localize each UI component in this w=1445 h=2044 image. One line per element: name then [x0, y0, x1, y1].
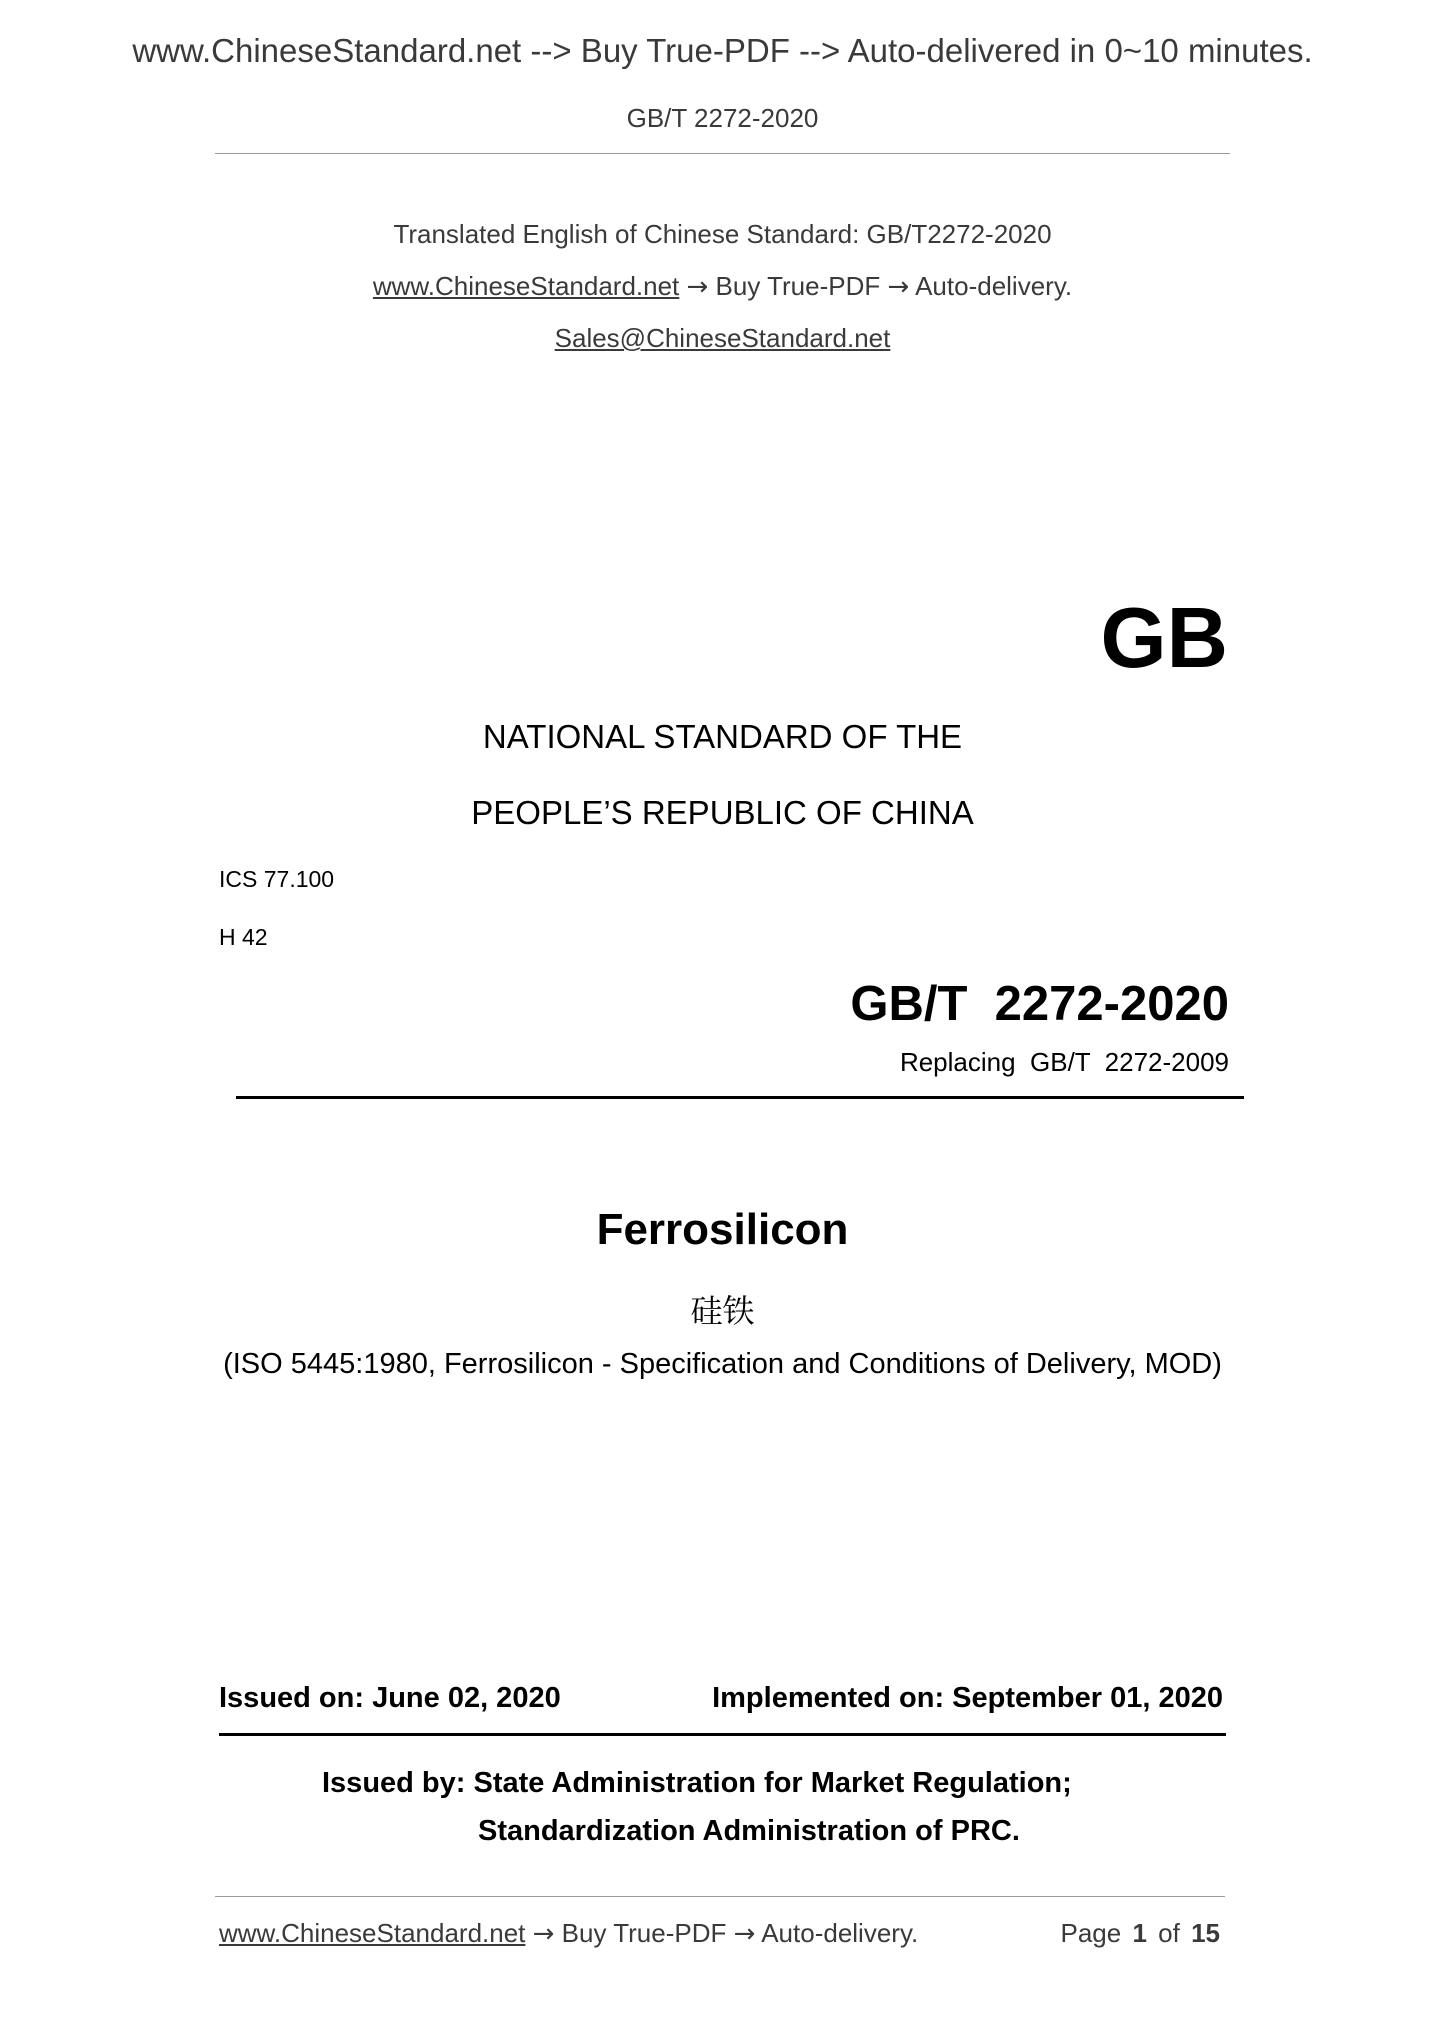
iso-reference: (ISO 5445:1980, Ferrosilicon - Specification and Conditions of Delivery, MOD)	[223, 1348, 1222, 1380]
issued-on: Issued on: June 02, 2020	[219, 1682, 561, 1714]
page-label: Page	[1060, 1918, 1122, 1948]
footer-buy-text: Buy True-PDF	[561, 1918, 727, 1948]
translation-text: Translated English of Chinese Standard: GB/T2272-2020	[393, 219, 1052, 249]
email-line	[0, 323, 1445, 354]
ccs-code: H 42	[219, 924, 268, 950]
footer-delivery-text: Auto-delivery.	[761, 1918, 919, 1948]
national-standard-line2: PEOPLE’S REPUBLIC OF CHINA	[471, 794, 974, 831]
running-header	[0, 103, 1445, 134]
dates-divider	[219, 1733, 1226, 1736]
page-indicator	[1060, 1918, 1220, 1949]
site-link[interactable]: www.ChineseStandard.net	[372, 271, 680, 301]
arrow-icon: →	[887, 272, 910, 302]
issued-by-line1: Issued by: State Administration for Market Regulation;	[322, 1767, 1072, 1799]
top-banner-text: www.ChineseStandard.net --> Buy True-PDF --> Auto-delivered in 0~10 minutes.	[132, 32, 1313, 69]
standard-number: GB/T 2272-2020	[850, 977, 1229, 1031]
arrow-icon: →	[733, 1919, 756, 1949]
footer-purchase-line	[219, 1918, 918, 1949]
title-divider	[236, 1096, 1244, 1099]
page-number: 1	[1132, 1918, 1147, 1948]
buy-text: Buy True-PDF	[715, 271, 881, 301]
delivery-text: Auto-delivery.	[915, 271, 1073, 301]
title-chinese: 硅铁	[690, 1292, 755, 1330]
arrow-icon: →	[686, 272, 709, 302]
ics-code: ICS 77.100	[219, 866, 335, 892]
running-header-code: GB/T 2272-2020	[626, 103, 819, 133]
gb-mark: GB	[1100, 591, 1228, 686]
header-divider	[215, 153, 1230, 154]
arrow-icon: →	[532, 1919, 555, 1949]
email-link[interactable]: Sales@ChineseStandard.net	[554, 323, 891, 353]
replacing-standard: Replacing GB/T 2272-2009	[899, 1047, 1229, 1077]
issued-by-line2: Standardization Administration of PRC.	[478, 1815, 1020, 1847]
implemented-on: Implemented on: September 01, 2020	[712, 1682, 1223, 1714]
top-banner	[0, 32, 1445, 70]
footer-site-link[interactable]: www.ChineseStandard.net	[219, 1918, 526, 1948]
purchase-line	[0, 271, 1445, 302]
national-standard-line1: NATIONAL STANDARD OF THE	[482, 718, 963, 755]
translation-line	[0, 219, 1445, 250]
footer-divider	[215, 1896, 1225, 1897]
page-total: 15	[1191, 1918, 1220, 1948]
title-english: Ferrosilicon	[596, 1205, 849, 1254]
of-label: of	[1158, 1918, 1180, 1948]
